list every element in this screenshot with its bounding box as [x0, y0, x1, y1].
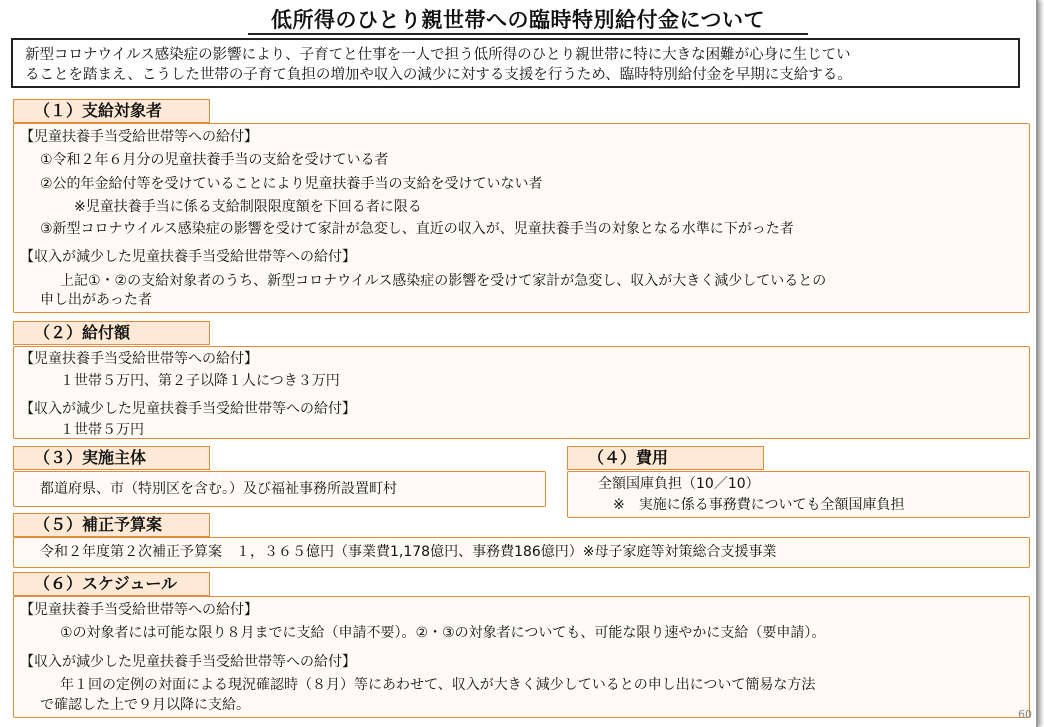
- list-item: ③新型コロナウイルス感染症の影響を受けて家計が急変し、直近の収入が、児童扶養手当の対象となる水準に下がった者: [40, 221, 794, 237]
- section-1-box: [13, 123, 1030, 313]
- section-4-box: [567, 471, 1030, 518]
- section-1-heading: （１）支給対象者: [13, 99, 210, 123]
- section-3-heading: （３）実施主体: [13, 446, 210, 470]
- paragraph-line: 年１回の定例の対面による現況確認時（８月）等にあわせて、収入が大きく減少しているとの申し出について簡易な方法: [60, 677, 816, 693]
- body-text: 令和２年度第２次補正予算案 １，３６５億円（事業費1,178億円、事務費186億円）※母子家庭等対策総合支援事業: [40, 544, 777, 560]
- section-6-box: [13, 596, 1030, 718]
- page-number: 60: [1018, 708, 1032, 721]
- section-2-box: [13, 346, 1030, 439]
- subheading: 【児童扶養手当受給世帯等への給付】: [20, 351, 258, 367]
- intro-line: ることを踏まえ、こうした世帯の子育て負担の増加や収入の減少に対する支援を行うため、臨時特別給付金を早期に支給する。: [25, 67, 852, 83]
- intro-line: 新型コロナウイルス感染症の影響により、子育てと仕事を一人で担う低所得のひとり親世帯に特に大きな困難が心身に生じてい: [25, 47, 851, 63]
- subheading: 【児童扶養手当受給世帯等への給付】: [20, 602, 258, 618]
- subheading: 【収入が減少した児童扶養手当受給世帯等への給付】: [20, 654, 356, 670]
- section-6-heading: （６）スケジュール: [13, 572, 210, 596]
- paragraph-line: 申し出があった者: [40, 292, 152, 308]
- intro-box: [11, 38, 1020, 88]
- amount-text: １世帯５万円、第２子以降１人につき３万円: [60, 373, 340, 389]
- page-title: 低所得のひとり親世帯への臨時特別給付金について: [270, 8, 766, 32]
- body-text: 都道府県、市（特別区を含む。）及び福祉事務所設置町村: [40, 481, 397, 497]
- paragraph-line: で確認した上で９月以降に支給。: [40, 697, 250, 713]
- subheading: 【児童扶養手当受給世帯等への給付】: [20, 129, 258, 145]
- list-item: ②公的年金給付等を受けていることにより児童扶養手当の支給を受けていない者: [40, 176, 543, 192]
- amount-text: １世帯５万円: [60, 422, 144, 438]
- subheading: 【収入が減少した児童扶養手当受給世帯等への給付】: [20, 401, 356, 417]
- section-5-box: [13, 537, 1030, 568]
- body-text: 全額国庫負担（10／10）: [598, 476, 760, 492]
- subheading: 【収入が減少した児童扶養手当受給世帯等への給付】: [20, 249, 356, 265]
- list-item: ①令和２年６月分の児童扶養手当の支給を受けている者: [40, 152, 389, 168]
- section-3-box: [13, 471, 546, 507]
- section-2-heading: （２）給付額: [13, 321, 210, 345]
- title-underline: [248, 33, 808, 35]
- paragraph-line: 上記①・②の支給対象者のうち、新型コロナウイルス感染症の影響を受けて家計が急変し、収入が大きく減少しているとの: [60, 273, 827, 289]
- paragraph-line: ①の対象者には可能な限り８月までに支給（申請不要）。②・③の対象者についても、可能な限り速やかに支給（要申請）。: [60, 625, 826, 641]
- note: ※ 実施に係る事務費についても全額国庫負担: [613, 497, 905, 513]
- note: ※児童扶養手当に係る支給制限限度額を下回る者に限る: [74, 199, 422, 215]
- section-4-heading: （４）費用: [567, 446, 764, 470]
- section-5-heading: （５）補正予算案: [13, 513, 210, 537]
